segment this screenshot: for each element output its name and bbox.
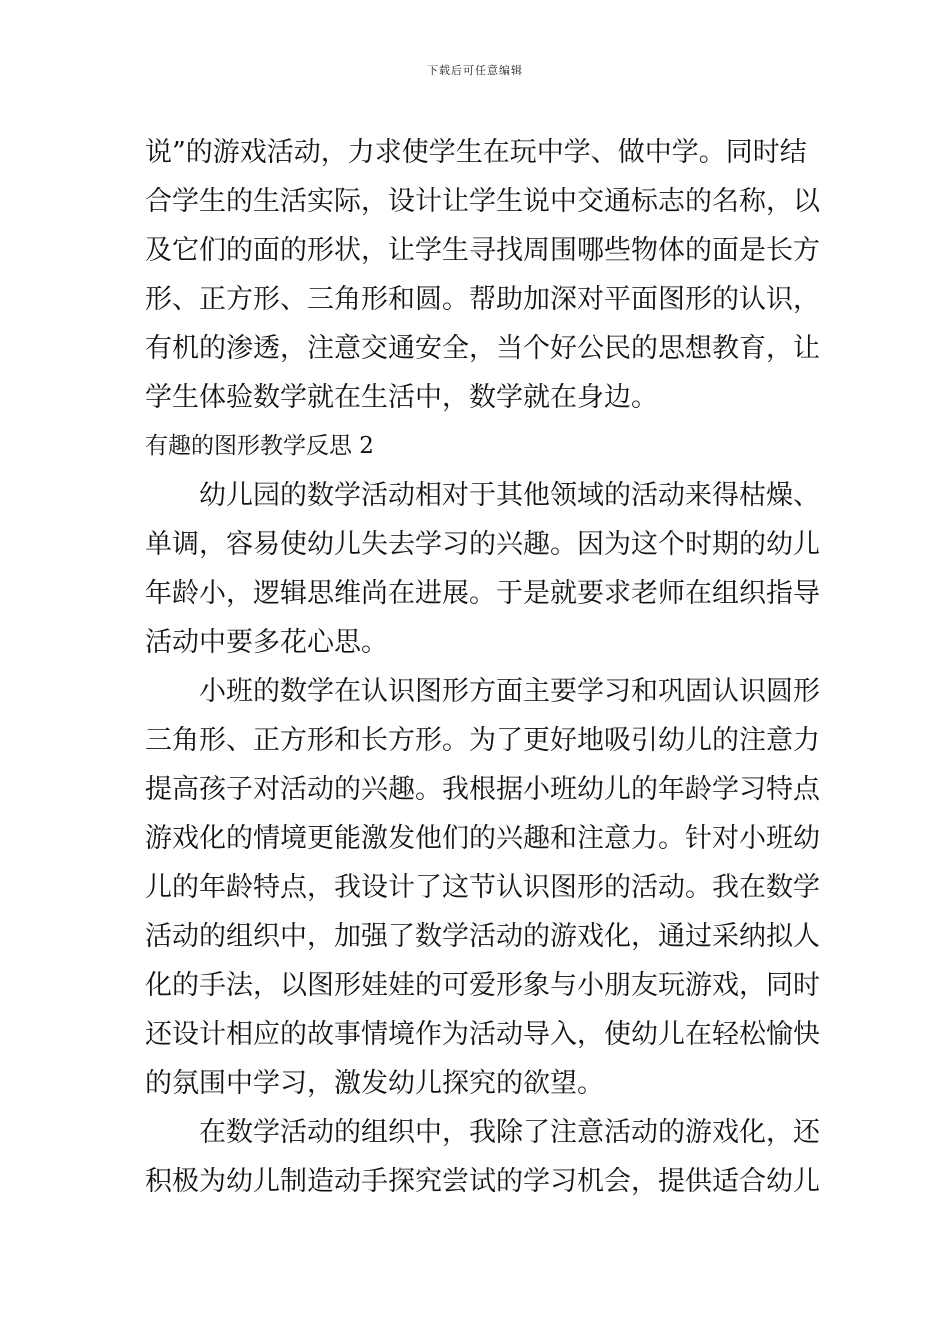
text-line: 活动的组织中，加强了数学活动的游戏化，通过采纳拟人 [145,921,820,952]
text-line: 合学生的生活实际，设计让学生说中交通标志的名称，以 [145,186,820,217]
text-line: 单调，容易使幼儿失去学习的兴趣。因为这个时期的幼儿 [145,529,820,560]
text-line: 儿的年龄特点，我设计了这节认识图形的活动。我在数学 [145,872,820,903]
text-line: 小班的数学在认识图形方面主要学习和巩固认识圆形 [145,676,820,707]
text-line: 及它们的面的形状，让学生寻找周围哪些物体的面是长方 [145,235,820,266]
page-header: 下载后可任意编辑 [427,64,523,77]
text-line: 说”的游戏活动，力求使学生在玩中学、做中学。同时结 [145,137,807,168]
text-line: 学生体验数学就在生活中，数学就在身边。 [145,382,658,413]
text-line: 积极为幼儿制造动手探究尝试的学习机会，提供适合幼儿 [145,1166,820,1197]
text-line: 的氛围中学习，激发幼儿探究的欲望。 [145,1068,604,1099]
document-body [145,128,820,1206]
text-line: 化的手法，以图形娃娃的可爱形象与小朋友玩游戏，同时 [145,970,820,1001]
text-line: 形、正方形、三角形和圆。帮助加深对平面图形的认识， [145,284,820,315]
text-line: 有机的渗透，注意交通安全，当个好公民的思想教育，让 [145,333,820,364]
text-line: 游戏化的情境更能激发他们的兴趣和注意力。针对小班幼 [145,823,820,854]
text-line: 幼儿园的数学活动相对于其他领域的活动来得枯燥、 [145,480,820,511]
text-line: 在数学活动的组织中，我除了注意活动的游戏化，还 [145,1117,820,1148]
section-heading: 有趣的图形教学反思 2 [145,433,374,459]
text-line: 年龄小，逻辑思维尚在进展。于是就要求老师在组织指导 [145,578,820,609]
text-line: 三角形、正方形和长方形。为了更好地吸引幼儿的注意力 [145,725,820,756]
text-line: 提高孩子对活动的兴趣。我根据小班幼儿的年龄学习特点 [145,774,820,805]
text-line: 活动中要多花心思。 [145,627,388,658]
text-line: 还设计相应的故事情境作为活动导入，使幼儿在轻松愉快 [145,1019,820,1050]
